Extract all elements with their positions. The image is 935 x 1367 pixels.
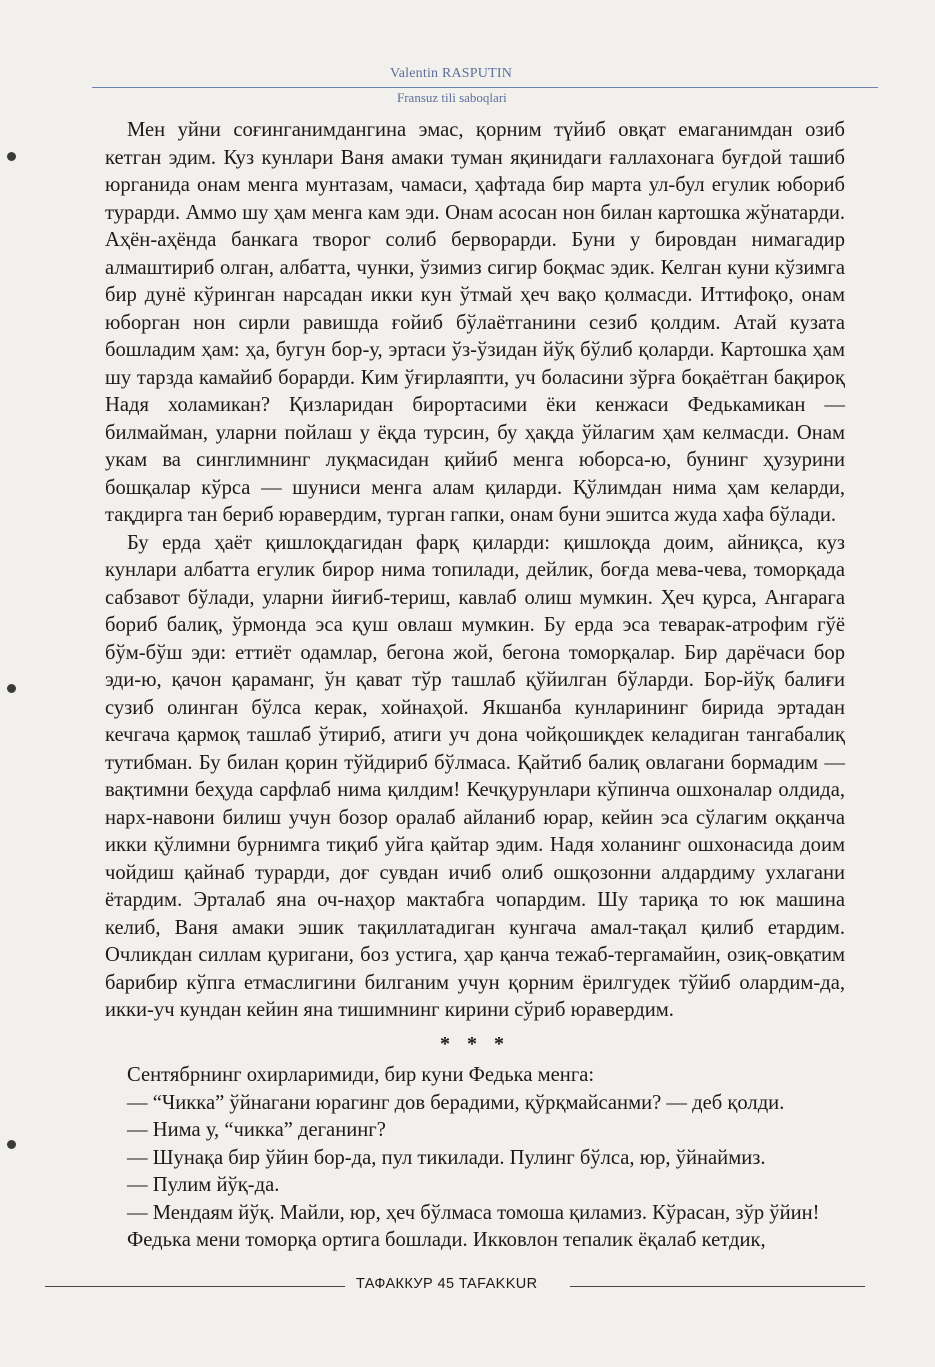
header-author: Valentin RASPUTIN	[390, 66, 513, 81]
article-body	[105, 117, 845, 1255]
binder-hole-icon	[7, 152, 16, 161]
dialogue-line: — Нима у, “чикка” деганинг?	[127, 1119, 386, 1141]
header-subtitle: Fransuz tili saboqlari	[397, 90, 507, 105]
footer-rule-left	[45, 1286, 345, 1287]
binder-hole-icon	[7, 1140, 16, 1149]
page-footer	[0, 1276, 935, 1296]
dialogue-line: — Мендаям йўқ. Майли, юр, ҳеч бўлмаса томоша қиламиз. Кўрасан, зўр ўйин!	[127, 1201, 820, 1224]
header-rule	[92, 87, 878, 88]
dialogue-line: — Пулим йўқ-да.	[127, 1174, 280, 1196]
paragraph: Федька мени томорқа ортига бошлади. Икковлон тепалик ёқалаб кетдик,	[127, 1229, 766, 1251]
footer-rule-right	[570, 1286, 865, 1287]
section-separator: * * *	[440, 1032, 510, 1055]
binder-hole-icon	[7, 684, 16, 693]
footer-page-number: ТАФАККУР 45 TAFAKKUR	[356, 1276, 538, 1292]
paragraph: Мен уйни соғинганимдангина эмас, қорним түйиб овқат емаганимдан озиб кетган эдим. Куз кунлари Ваня амаки туман яқинидаги ғаллахонага буғдой ташиб юрганида онам менга мунтазам, чамаси, ҳафтада бир марта ул-бул егулик юбориб турарди. Аммо шу ҳам менга кам эди. Онам асосан нон билан картошка жўнатарди. Аҳён-аҳёнда банкага творог солиб берворарди. Буни у бировдан нимагадир алмаштириб олган, албатта, чунки, ўзимиз сигир боқмас эдик. Келган куни кўзимга бир дунё кўринган нарсадан икки кун ўтмай ҳеч вақо қолмасди. Иттифоқо, онам юборган нон сирли равишда ғойиб бўлаётганини сезиб қолдим. Атай кузата бошладим ҳам: ҳа, бугун бор-у, эртаси ўз-ўзидан йўқ бўлиб қоларди. Картошка ҳам шу тарзда камайиб борарди. Ким ўғирлаяпти, уч боласини зўрға боқаётган бақироқ Надя холамикан? Қизларидан бирортасими ёки кенжаси Федькамикан — билмайман, уларни пойлаш у ёқда турсин, бу ҳақда ўйлагим ҳам келмасди. Онам укам ва синглимнинг луқмасидан қийиб менга юборса-ю, бунинг ҳузурини бошқалар кўрса — шуниси менга алам қиларди. Қўлимдан нима ҳам келарди, тақдирга тан бериб юравердим, турган гапки, онам буни эшитса жуда хафа бўлади.	[105, 119, 845, 526]
dialogue-line: Сентябрнинг охирларимиди, бир куни Федька менга:	[127, 1064, 595, 1086]
dialogue-line: — Шунақа бир ўйин бор-да, пул тикилади. Пулинг бўлса, юр, ўйнаймиз.	[127, 1146, 766, 1169]
dialogue-line: — “Чикка” ўйнагани юрагинг дов берадими, қўрқмайсанми? — деб қолди.	[127, 1091, 785, 1114]
paragraph: Бу ерда ҳаёт қишлоқдагидан фарқ қиларди: қишлоқда доим, айниқса, куз кунлари албатта егулик бирор нима топилади, дейлик, боғда мева-чева, томорқада сабзавот бўлади, уларни йиғиб-териш, кавлаб олиш мумкин. Ҳеч қурса, Ангарага бориб балиқ, ўрмонда эса қуш овлаш мумкин. Бу ерда эса теварак-атрофим гўё бўм-бўш эди: еттиёт одамлар, бегона жой, бегона томорқалар. Бир дарёчаси бор эди-ю, қачон қараманг, ўн қават тўр ташлаб қўйилган бўларди. Бор-йўқ балиғи сузиб олинган бўлса керак, хойнаҳой. Якшанба кунларининг бирида эртадан кечгача қармоқ ташлаб ўтириб, атиги уч дона чойқошиқдек келадиган тангабалиқ тутибман. Бу билан қорин тўйдириб бўлмаса. Қайтиб балиқ овлагани бормадим — вақтимни беҳуда сарфлаб нима қилдим! Кечқурунлари кўпинча ошхоналар олдида, нарх-навони билиш учун бозор оралаб айланиб юрар, кейин эса сўлагим оққанча икки қўлимни бурнимга тиқиб уйга қайтар эдим. Надя холанинг ошхонасида доим чойдиш қайнаб турарди, доғ сувдан ичиб олиб ошқозонни алдардиму ухлагани ётардим. Эрталаб яна оч-наҳор мактабга чопардим. Шу тариқа то юк машина келиб, Ваня амаки эшик тақиллатадиган кунгача амал-тақал қилиб етардим. Очликдан силлам қуригани, боз устига, ҳар қанча тежаб-тергамайин, озиқ-овқатим барибир кўпга етмаслигини билганим учун қорним ёрилгудек тўйиб олардим-да, икки-уч кундан кейин яна тишимнинг кирини сўриб юравердим.	[105, 531, 845, 1021]
